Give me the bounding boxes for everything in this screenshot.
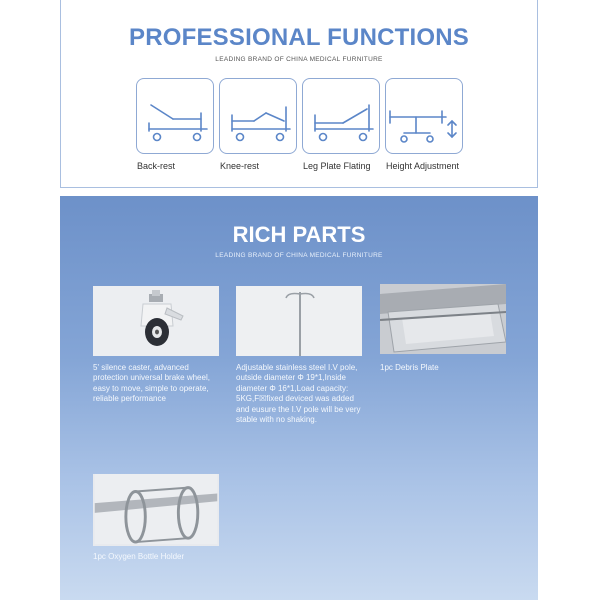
- leg-plate-flating-icon: [303, 79, 379, 153]
- section-title: RICH PARTS: [232, 222, 366, 247]
- leg-plate-flating-card: [302, 78, 380, 154]
- caster-wheel-photo: [93, 286, 219, 356]
- iv-pole-photo: [236, 286, 362, 356]
- debris-plate-photo: [380, 284, 506, 354]
- back-rest-icon: [137, 79, 213, 153]
- section-title: PROFESSIONAL FUNCTIONS: [129, 24, 469, 51]
- caster-wheel-description: 5' silence caster, advanced protection universal brake wheel, easy to move, simple to operate, reliable performance: [93, 363, 210, 404]
- section-subtitle: LEADING BRAND OF CHINA MEDICAL FURNITURE: [215, 56, 383, 63]
- section-subtitle: LEADING BRAND OF CHINA MEDICAL FURNITURE: [215, 252, 383, 259]
- professional-functions-section: [60, 0, 538, 188]
- oxygen-bottle-holder-description: 1pc Oxygen Bottle Holder: [93, 552, 185, 561]
- rich-parts-section: [60, 196, 538, 600]
- knee-rest-label: Knee-rest: [220, 161, 260, 171]
- debris-plate-description: 1pc Debris Plate: [380, 363, 439, 372]
- back-rest-label: Back-rest: [137, 161, 176, 171]
- oxygen-bottle-holder-photo: [93, 474, 219, 546]
- knee-rest-card: [219, 78, 297, 154]
- knee-rest-icon: [220, 79, 296, 153]
- leg-plate-flating-label: Leg Plate Flating: [303, 161, 371, 171]
- iv-pole-description: Adjustable stainless steel I.V pole, outside diameter Φ 19*1,Inside diameter Φ 16*1,Load capacity: 5KG,F☒fixed deviced was added and eusure the I.V pole will be very stable with no shaking.: [236, 363, 361, 425]
- back-rest-card: [136, 78, 214, 154]
- height-adjustment-icon: [386, 79, 462, 153]
- height-adjustment-label: Height Adjustment: [386, 161, 460, 171]
- height-adjustment-card: [385, 78, 463, 154]
